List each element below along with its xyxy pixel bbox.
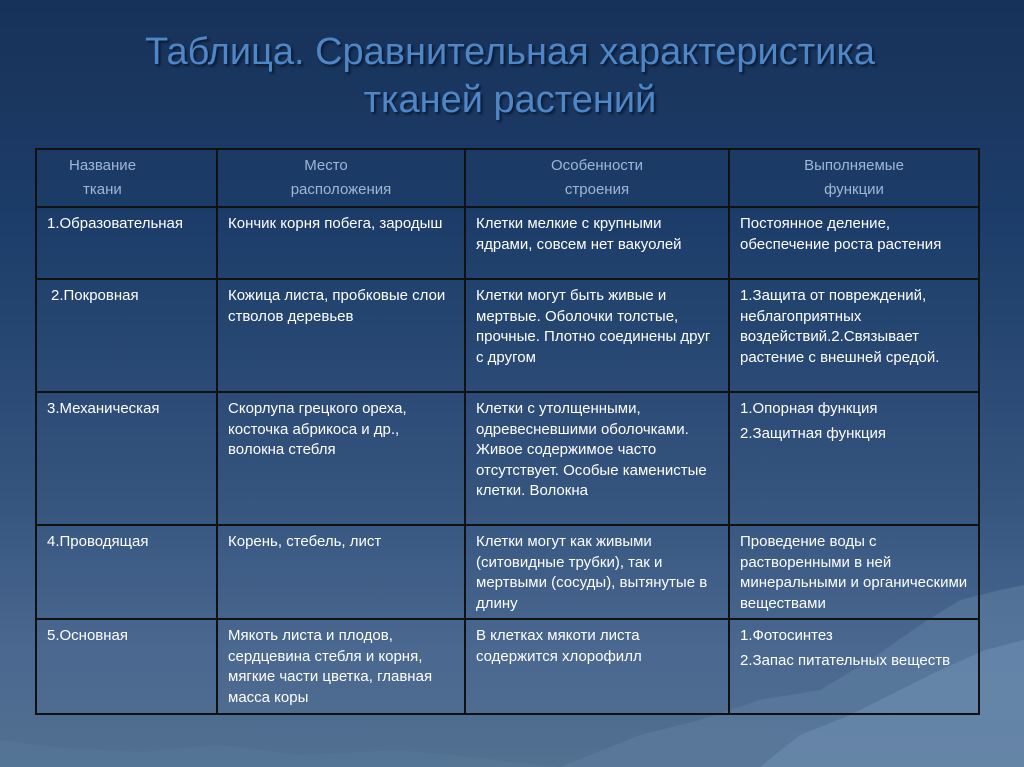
header-text: Выполняемые [804, 157, 904, 174]
cell-structure: Клетки могут как живыми (ситовидные трубки), так и мертвыми (сосуды), вытянутые в длину [465, 525, 729, 619]
cell-structure: В клетках мякоти листа содержится хлорофилл [465, 619, 729, 714]
table-row [36, 619, 979, 714]
table-header-row [36, 149, 979, 207]
cell-location: Мякоть листа и плодов, сердцевина стебля и корня, мягкие части цветка, главная масса коры [217, 619, 465, 714]
header-location [217, 149, 465, 207]
table-row [36, 279, 979, 392]
function-item: 1.Опорная функция [740, 400, 878, 417]
cell-functions [729, 207, 979, 279]
title-line-1: Таблица. Сравнительная характеристика [144, 31, 875, 73]
header-text: Особенности [550, 157, 644, 174]
cell-functions [729, 392, 979, 525]
cell-location: Кончик корня побега, зародыш [217, 207, 465, 279]
function-item: 2.Запас питательных веществ [740, 651, 951, 669]
header-text: расположения [290, 181, 392, 198]
title-line-2: тканей растений [363, 79, 657, 121]
header-tissue-name [36, 149, 217, 207]
cell-functions [729, 619, 979, 714]
header-text: функции [824, 181, 884, 198]
header-text: Название [69, 157, 137, 174]
cell-functions [729, 279, 979, 392]
header-structure [465, 149, 729, 207]
cell-name: 1.Образовательная [36, 207, 217, 279]
cell-location: Кожица листа, пробковые слои стволов деревьев [217, 279, 465, 392]
table-row [36, 525, 979, 619]
table-row [36, 207, 979, 279]
cell-structure: Клетки могут быть живые и мертвые. Оболочки толстые, прочные. Плотно соединены друг с другом [465, 279, 729, 392]
header-text: ткани [83, 181, 122, 198]
function-item: 2.Защитная функция [740, 424, 887, 442]
cell-structure: Клетки мелкие с крупными ядрами, совсем нет вакуолей [465, 207, 729, 279]
cell-location: Корень, стебель, лист [217, 525, 465, 619]
cell-name: 4.Проводящая [36, 525, 217, 619]
function-item: 1.Защита от повреждений, неблагоприятных воздействий.2.Связывает растение с внешней средой. [740, 287, 940, 366]
function-item: Проведение воды с растворенными в ней минеральными и органическими веществами [740, 533, 968, 612]
cell-location: Скорлупа грецкого ореха, косточка абрикоса и др., волокна стебля [217, 392, 465, 525]
table-row [36, 392, 979, 525]
function-item: 1.Фотосинтез [740, 627, 833, 644]
header-text: Место [304, 157, 348, 174]
function-item: Постоянное деление, обеспечение роста растения [740, 215, 942, 253]
cell-functions [729, 525, 979, 619]
cell-name: 3.Механическая [36, 392, 217, 525]
cell-name: 5.Основная [36, 619, 217, 714]
cell-name: 2.Покровная [36, 279, 217, 392]
page-title [60, 28, 960, 124]
tissue-comparison-table [35, 148, 980, 715]
cell-structure: Клетки с утолщенными, одревесневшими оболочками. Живое содержимое часто отсутствует. Особые каменистые клетки. Волокна [465, 392, 729, 525]
header-functions [729, 149, 979, 207]
header-text: строения [564, 181, 630, 198]
